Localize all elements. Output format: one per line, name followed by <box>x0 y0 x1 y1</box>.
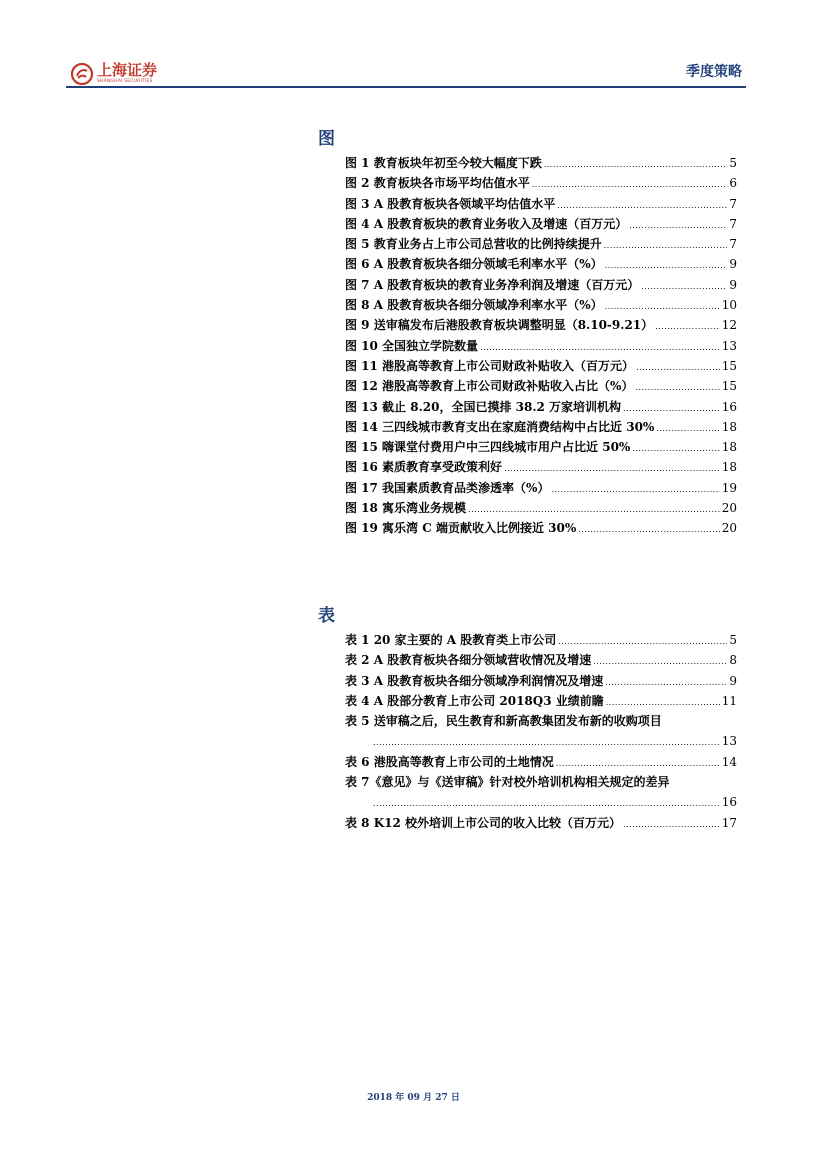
toc-entry-label: 图 11 港股高等教育上市公司财政补贴收入（百万元） <box>345 358 635 373</box>
toc-entry-label: 表 5 送审稿之后，民生教育和新高教集团发布新的收购项目 <box>345 714 662 729</box>
logo-english-name: SHANGHAI SECURITIES <box>97 79 153 85</box>
toc-entry-page: 10 <box>721 298 737 313</box>
toc-entry[interactable] <box>345 478 737 498</box>
toc-entry-page: 15 <box>721 358 737 373</box>
toc-entry-label: 表 1 20 家主要的 A 股教育类上市公司 <box>345 633 557 647</box>
toc-entry-page: 18 <box>721 440 737 455</box>
toc-entry-page: 6 <box>729 176 737 191</box>
toc-entry[interactable] <box>345 630 737 650</box>
toc-entry-label: 图 9 送审稿发布后港股教育板块调整明显（8.10-9.21） <box>345 318 654 333</box>
toc-entry-page: 20 <box>721 501 737 516</box>
toc-entry-label: 图 14 三四线城市教育支出在家庭消费结构中占比近 30% <box>345 419 655 434</box>
toc-entry-label: 图 3 A 股教育板块各领域平均估值水平 <box>345 196 556 211</box>
dot-leader <box>480 338 720 358</box>
header-divider <box>66 86 746 88</box>
toc-entry-label: 表 6 港股高等教育上市公司的土地情况 <box>345 754 554 769</box>
toc-entry[interactable] <box>345 275 737 295</box>
dot-leader <box>632 439 719 459</box>
toc-entry-page: 9 <box>729 673 737 688</box>
toc-entry-page: 14 <box>721 754 737 769</box>
toc-entry-page: 13 <box>721 734 737 749</box>
toc-entry-page: 9 <box>729 257 737 272</box>
toc-entry[interactable] <box>345 671 737 691</box>
toc-entry-page: 15 <box>721 379 737 394</box>
toc-entry[interactable] <box>345 772 737 813</box>
toc-entry[interactable] <box>345 194 737 214</box>
toc-entry[interactable] <box>345 752 737 772</box>
dot-leader <box>373 733 720 753</box>
dot-leader <box>578 520 719 540</box>
logo-emblem-icon <box>70 62 94 86</box>
dot-leader <box>558 632 727 652</box>
dot-leader <box>532 175 728 195</box>
dot-leader <box>623 399 720 419</box>
toc-entry-page: 18 <box>721 419 737 434</box>
toc-entry[interactable] <box>345 691 737 711</box>
toc-entry-page: 16 <box>721 399 737 414</box>
dot-leader <box>635 378 719 398</box>
dot-leader <box>544 155 728 175</box>
toc-entry[interactable] <box>345 295 737 315</box>
toc-entry-page: 20 <box>721 521 737 536</box>
dot-leader <box>606 693 720 713</box>
dot-leader <box>655 317 720 337</box>
figures-heading: 图 <box>318 129 335 149</box>
toc-entry[interactable] <box>345 336 737 356</box>
toc-entry-page: 11 <box>721 693 737 708</box>
toc-entry-label: 图 16 素质教育享受政策利好 <box>345 460 503 475</box>
toc-entry-label: 图 13 截止 8.20，全国已摸排 38.2 万家培训机构 <box>345 399 622 414</box>
dot-leader <box>641 277 727 297</box>
toc-entry-page: 12 <box>721 318 737 333</box>
toc-entry-page: 5 <box>729 156 737 170</box>
toc-entry-label: 图 5 教育业务占上市公司总营收的比例持续提升 <box>345 237 602 252</box>
toc-entry[interactable] <box>345 498 737 518</box>
toc-entry-label: 图 1 教育板块年初至今较大幅度下跌 <box>345 156 542 170</box>
toc-entry[interactable] <box>345 813 737 833</box>
toc-entry[interactable] <box>345 457 737 477</box>
logo-chinese-name: 上海证券 <box>97 61 158 80</box>
toc-entry[interactable] <box>345 234 737 254</box>
toc-entry-page: 13 <box>721 338 737 353</box>
toc-entry[interactable] <box>345 437 737 457</box>
toc-entry-page: 8 <box>729 653 737 668</box>
toc-entry-label: 图 4 A 股教育板块的教育业务收入及增速（百万元） <box>345 216 628 231</box>
toc-entry-label: 图 17 我国素质教育品类渗透率（%） <box>345 480 550 495</box>
toc-entry-page: 19 <box>721 480 737 495</box>
toc-entry-page: 16 <box>721 795 737 810</box>
dot-leader <box>605 256 728 276</box>
toc-entry-page: 18 <box>721 460 737 475</box>
toc-entry-label: 表 4 A 股部分教育上市公司 2018Q3 业绩前瞻 <box>345 693 604 708</box>
toc-entry-page: 5 <box>729 633 737 647</box>
report-type-title: 季度策略 <box>686 64 742 80</box>
dot-leader <box>593 652 727 672</box>
dot-leader <box>556 754 720 774</box>
toc-entry-page: 7 <box>729 237 737 252</box>
dot-leader <box>605 673 727 693</box>
tables-list <box>345 630 737 833</box>
toc-entry[interactable] <box>345 153 737 173</box>
toc-entry-label: 表 2 A 股教育板块各细分领域营收情况及增速 <box>345 653 592 668</box>
dot-leader <box>468 500 720 520</box>
toc-entry[interactable] <box>345 417 737 437</box>
toc-entry-page: 17 <box>721 815 737 830</box>
toc-entry[interactable] <box>345 173 737 193</box>
toc-entry[interactable] <box>345 650 737 670</box>
toc-entry[interactable] <box>345 518 737 538</box>
toc-entry-label: 表 7《意见》与《送审稿》针对校外培训机构相关规定的差异 <box>345 775 670 790</box>
dot-leader <box>623 815 720 835</box>
dot-leader <box>656 419 719 439</box>
toc-entry-label: 图 10 全国独立学院数量 <box>345 338 479 353</box>
toc-entry-label: 表 8 K12 校外培训上市公司的收入比较（百万元） <box>345 815 622 830</box>
dot-leader <box>373 794 720 814</box>
dot-leader <box>605 297 720 317</box>
toc-entry[interactable] <box>345 214 737 234</box>
dot-leader <box>604 236 728 256</box>
toc-entry-label: 图 18 寓乐湾业务规模 <box>345 501 467 516</box>
tables-heading: 表 <box>318 606 335 626</box>
toc-entry[interactable] <box>345 397 737 417</box>
toc-entry-label: 图 19 寓乐湾 C 端贡献收入比例接近 30% <box>345 521 577 536</box>
toc-entry-label: 表 3 A 股教育板块各细分领域净利润情况及增速 <box>345 673 604 688</box>
dot-leader <box>551 480 719 500</box>
toc-entry-label: 图 6 A 股教育板块各细分领域毛利率水平（%） <box>345 257 603 272</box>
dot-leader <box>504 459 720 479</box>
dot-leader <box>629 216 727 236</box>
toc-entry-page: 7 <box>729 196 737 211</box>
toc-entry[interactable] <box>345 376 737 396</box>
toc-entry-page: 7 <box>729 216 737 231</box>
dot-leader <box>557 196 727 216</box>
toc-entry-label: 图 7 A 股教育板块的教育业务净利润及增速（百万元） <box>345 277 640 292</box>
dot-leader <box>636 358 720 378</box>
toc-entry-label: 图 8 A 股教育板块各细分领域净利率水平（%） <box>345 298 603 313</box>
toc-entry-page: 9 <box>729 277 737 292</box>
toc-entry-label: 图 2 教育板块各市场平均估值水平 <box>345 176 530 191</box>
toc-entry[interactable] <box>345 711 737 752</box>
toc-entry-label: 图 12 港股高等教育上市公司财政补贴收入占比（%） <box>345 379 634 394</box>
report-date: 2018 年 09 月 27 日 <box>367 1093 460 1103</box>
toc-entry-label: 图 15 嗨课堂付费用户中三四线城市用户占比近 50% <box>345 440 631 455</box>
toc-entry[interactable] <box>345 254 737 274</box>
figures-list <box>345 153 737 539</box>
toc-entry[interactable] <box>345 315 737 335</box>
toc-entry[interactable] <box>345 356 737 376</box>
